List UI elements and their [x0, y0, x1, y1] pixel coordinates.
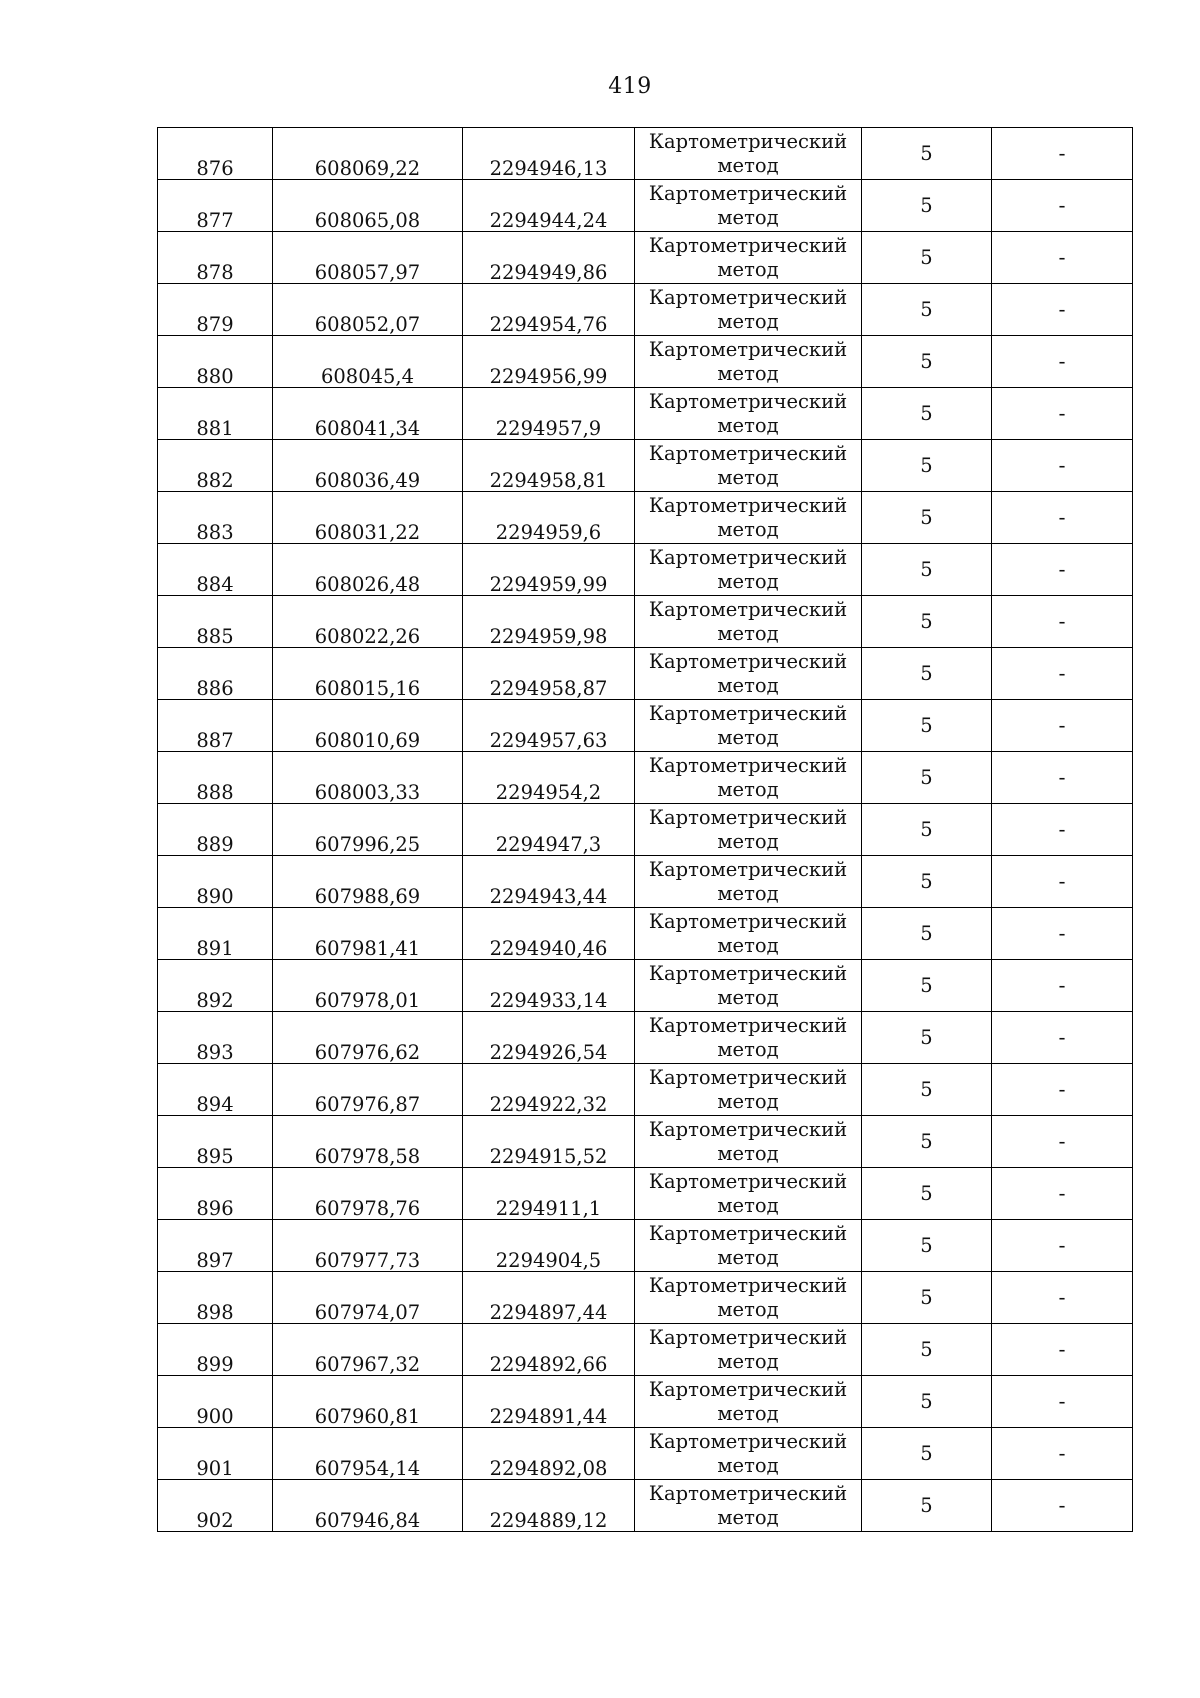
x-coordinate-cell: 607996,25 [273, 804, 463, 856]
point-number-cell: 896 [158, 1168, 273, 1220]
table-row [158, 544, 1133, 596]
y-coordinate-cell: 2294956,99 [463, 336, 635, 388]
x-coordinate-cell: 607977,73 [273, 1220, 463, 1272]
method-line-1: Картометрический [648, 129, 848, 153]
table-row [158, 1168, 1133, 1220]
method-cell [635, 1428, 862, 1480]
method-line-2: метод [717, 673, 779, 697]
y-coordinate-cell: 2294946,13 [463, 128, 635, 180]
y-coordinate-cell: 2294897,44 [463, 1272, 635, 1324]
method-line-1: Картометрический [648, 389, 848, 413]
table-row [158, 1376, 1133, 1428]
table-row [158, 752, 1133, 804]
method-line-1: Картометрический [648, 805, 848, 829]
method-cell [635, 180, 862, 232]
accuracy-cell: 5 [862, 1064, 992, 1116]
method-line-2: метод [717, 621, 779, 645]
note-cell: - [992, 336, 1133, 388]
method-line-1: Картометрический [648, 1429, 848, 1453]
table-row [158, 1012, 1133, 1064]
method-line-1: Картометрический [648, 1377, 848, 1401]
note-cell: - [992, 1376, 1133, 1428]
x-coordinate-cell: 607954,14 [273, 1428, 463, 1480]
y-coordinate-cell: 2294889,12 [463, 1480, 635, 1532]
method-line-1: Картометрический [648, 701, 848, 725]
method-line-2: метод [717, 777, 779, 801]
method-cell [635, 1480, 862, 1532]
method-cell [635, 1168, 862, 1220]
y-coordinate-cell: 2294954,2 [463, 752, 635, 804]
method-cell [635, 960, 862, 1012]
y-coordinate-cell: 2294958,87 [463, 648, 635, 700]
y-coordinate-cell: 2294922,32 [463, 1064, 635, 1116]
method-line-1: Картометрический [648, 285, 848, 309]
y-coordinate-cell: 2294958,81 [463, 440, 635, 492]
method-line-1: Картометрический [648, 961, 848, 985]
accuracy-cell: 5 [862, 1116, 992, 1168]
method-line-1: Картометрический [648, 909, 848, 933]
method-cell [635, 1220, 862, 1272]
method-line-2: метод [717, 1089, 779, 1113]
x-coordinate-cell: 607981,41 [273, 908, 463, 960]
method-line-2: метод [717, 829, 779, 853]
table-row [158, 908, 1133, 960]
method-line-2: метод [717, 257, 779, 281]
y-coordinate-cell: 2294944,24 [463, 180, 635, 232]
x-coordinate-cell: 607978,58 [273, 1116, 463, 1168]
accuracy-cell: 5 [862, 336, 992, 388]
y-coordinate-cell: 2294904,5 [463, 1220, 635, 1272]
x-coordinate-cell: 607967,32 [273, 1324, 463, 1376]
table-row [158, 856, 1133, 908]
method-line-1: Картометрический [648, 441, 848, 465]
method-cell [635, 908, 862, 960]
y-coordinate-cell: 2294947,3 [463, 804, 635, 856]
accuracy-cell: 5 [862, 232, 992, 284]
x-coordinate-cell: 607976,87 [273, 1064, 463, 1116]
method-line-1: Картометрический [648, 857, 848, 881]
point-number-cell: 901 [158, 1428, 273, 1480]
method-line-2: метод [717, 309, 779, 333]
point-number-cell: 886 [158, 648, 273, 700]
method-cell [635, 804, 862, 856]
y-coordinate-cell: 2294957,63 [463, 700, 635, 752]
method-line-1: Картометрический [648, 1481, 848, 1505]
method-cell [635, 1012, 862, 1064]
point-number-cell: 880 [158, 336, 273, 388]
accuracy-cell: 5 [862, 752, 992, 804]
table-row [158, 1428, 1133, 1480]
accuracy-cell: 5 [862, 1480, 992, 1532]
y-coordinate-cell: 2294959,98 [463, 596, 635, 648]
table-row [158, 700, 1133, 752]
accuracy-cell: 5 [862, 440, 992, 492]
method-line-1: Картометрический [648, 1013, 848, 1037]
method-line-2: метод [717, 205, 779, 229]
method-line-1: Картометрический [648, 1117, 848, 1141]
method-line-2: метод [717, 1349, 779, 1373]
method-line-1: Картометрический [648, 753, 848, 777]
note-cell: - [992, 1116, 1133, 1168]
point-number-cell: 879 [158, 284, 273, 336]
x-coordinate-cell: 608069,22 [273, 128, 463, 180]
method-cell [635, 492, 862, 544]
table-row [158, 960, 1133, 1012]
note-cell: - [992, 1324, 1133, 1376]
point-number-cell: 877 [158, 180, 273, 232]
point-number-cell: 888 [158, 752, 273, 804]
x-coordinate-cell: 608065,08 [273, 180, 463, 232]
note-cell: - [992, 388, 1133, 440]
table-row [158, 492, 1133, 544]
accuracy-cell: 5 [862, 1012, 992, 1064]
method-cell [635, 1324, 862, 1376]
method-cell [635, 232, 862, 284]
note-cell: - [992, 284, 1133, 336]
method-line-1: Картометрический [648, 233, 848, 257]
method-cell [635, 1376, 862, 1428]
method-line-2: метод [717, 1141, 779, 1165]
x-coordinate-cell: 607946,84 [273, 1480, 463, 1532]
x-coordinate-cell: 608003,33 [273, 752, 463, 804]
accuracy-cell: 5 [862, 1272, 992, 1324]
point-number-cell: 898 [158, 1272, 273, 1324]
method-line-2: метод [717, 1193, 779, 1217]
table-row [158, 128, 1133, 180]
method-line-1: Картометрический [648, 181, 848, 205]
y-coordinate-cell: 2294954,76 [463, 284, 635, 336]
method-cell [635, 388, 862, 440]
method-line-2: метод [717, 1453, 779, 1477]
note-cell: - [992, 856, 1133, 908]
coordinates-table [157, 127, 1133, 1532]
note-cell: - [992, 1480, 1133, 1532]
method-cell [635, 752, 862, 804]
method-cell [635, 1116, 862, 1168]
y-coordinate-cell: 2294957,9 [463, 388, 635, 440]
method-line-2: метод [717, 1037, 779, 1061]
method-line-1: Картометрический [648, 1325, 848, 1349]
x-coordinate-cell: 608026,48 [273, 544, 463, 596]
point-number-cell: 891 [158, 908, 273, 960]
y-coordinate-cell: 2294949,86 [463, 232, 635, 284]
page-number: 419 [608, 74, 652, 99]
method-line-2: метод [717, 1505, 779, 1529]
note-cell: - [992, 700, 1133, 752]
method-line-2: метод [717, 725, 779, 749]
point-number-cell: 894 [158, 1064, 273, 1116]
method-line-2: метод [717, 361, 779, 385]
accuracy-cell: 5 [862, 1168, 992, 1220]
table-row [158, 440, 1133, 492]
method-cell [635, 544, 862, 596]
y-coordinate-cell: 2294891,44 [463, 1376, 635, 1428]
point-number-cell: 883 [158, 492, 273, 544]
x-coordinate-cell: 607974,07 [273, 1272, 463, 1324]
table-row [158, 804, 1133, 856]
point-number-cell: 884 [158, 544, 273, 596]
method-cell [635, 440, 862, 492]
method-line-2: метод [717, 517, 779, 541]
note-cell: - [992, 960, 1133, 1012]
x-coordinate-cell: 608010,69 [273, 700, 463, 752]
coordinates-table-body [158, 128, 1133, 1532]
method-cell [635, 648, 862, 700]
accuracy-cell: 5 [862, 128, 992, 180]
table-row [158, 336, 1133, 388]
y-coordinate-cell: 2294892,08 [463, 1428, 635, 1480]
point-number-cell: 887 [158, 700, 273, 752]
table-row [158, 1220, 1133, 1272]
method-line-2: метод [717, 1297, 779, 1321]
table-row [158, 1272, 1133, 1324]
method-line-1: Картометрический [648, 545, 848, 569]
x-coordinate-cell: 608045,4 [273, 336, 463, 388]
method-cell [635, 128, 862, 180]
accuracy-cell: 5 [862, 1428, 992, 1480]
method-line-2: метод [717, 933, 779, 957]
method-cell [635, 1272, 862, 1324]
note-cell: - [992, 1220, 1133, 1272]
y-coordinate-cell: 2294911,1 [463, 1168, 635, 1220]
y-coordinate-cell: 2294959,99 [463, 544, 635, 596]
point-number-cell: 885 [158, 596, 273, 648]
point-number-cell: 878 [158, 232, 273, 284]
method-cell [635, 284, 862, 336]
point-number-cell: 890 [158, 856, 273, 908]
accuracy-cell: 5 [862, 284, 992, 336]
point-number-cell: 876 [158, 128, 273, 180]
note-cell: - [992, 1428, 1133, 1480]
note-cell: - [992, 492, 1133, 544]
accuracy-cell: 5 [862, 908, 992, 960]
method-line-2: метод [717, 413, 779, 437]
note-cell: - [992, 908, 1133, 960]
method-cell [635, 1064, 862, 1116]
method-line-1: Картометрический [648, 493, 848, 517]
point-number-cell: 900 [158, 1376, 273, 1428]
y-coordinate-cell: 2294933,14 [463, 960, 635, 1012]
method-line-1: Картометрический [648, 649, 848, 673]
note-cell: - [992, 1064, 1133, 1116]
accuracy-cell: 5 [862, 856, 992, 908]
point-number-cell: 881 [158, 388, 273, 440]
y-coordinate-cell: 2294943,44 [463, 856, 635, 908]
accuracy-cell: 5 [862, 596, 992, 648]
table-row [158, 1480, 1133, 1532]
method-line-2: метод [717, 569, 779, 593]
note-cell: - [992, 1168, 1133, 1220]
method-line-1: Картометрический [648, 1065, 848, 1089]
table-row [158, 388, 1133, 440]
method-line-2: метод [717, 985, 779, 1009]
accuracy-cell: 5 [862, 700, 992, 752]
accuracy-cell: 5 [862, 1324, 992, 1376]
x-coordinate-cell: 607988,69 [273, 856, 463, 908]
note-cell: - [992, 648, 1133, 700]
note-cell: - [992, 232, 1133, 284]
method-cell [635, 700, 862, 752]
x-coordinate-cell: 608052,07 [273, 284, 463, 336]
y-coordinate-cell: 2294892,66 [463, 1324, 635, 1376]
accuracy-cell: 5 [862, 180, 992, 232]
method-line-2: метод [717, 153, 779, 177]
point-number-cell: 889 [158, 804, 273, 856]
x-coordinate-cell: 607960,81 [273, 1376, 463, 1428]
method-line-1: Картометрический [648, 337, 848, 361]
method-cell [635, 596, 862, 648]
method-line-1: Картометрический [648, 597, 848, 621]
accuracy-cell: 5 [862, 1220, 992, 1272]
note-cell: - [992, 544, 1133, 596]
point-number-cell: 892 [158, 960, 273, 1012]
table-row [158, 232, 1133, 284]
accuracy-cell: 5 [862, 544, 992, 596]
note-cell: - [992, 440, 1133, 492]
y-coordinate-cell: 2294915,52 [463, 1116, 635, 1168]
point-number-cell: 902 [158, 1480, 273, 1532]
method-line-2: метод [717, 881, 779, 905]
method-line-2: метод [717, 465, 779, 489]
point-number-cell: 895 [158, 1116, 273, 1168]
point-number-cell: 897 [158, 1220, 273, 1272]
accuracy-cell: 5 [862, 960, 992, 1012]
table-row [158, 1064, 1133, 1116]
y-coordinate-cell: 2294926,54 [463, 1012, 635, 1064]
table-row [158, 1116, 1133, 1168]
x-coordinate-cell: 608057,97 [273, 232, 463, 284]
point-number-cell: 882 [158, 440, 273, 492]
accuracy-cell: 5 [862, 804, 992, 856]
accuracy-cell: 5 [862, 648, 992, 700]
method-cell [635, 856, 862, 908]
point-number-cell: 899 [158, 1324, 273, 1376]
note-cell: - [992, 1012, 1133, 1064]
method-line-1: Картометрический [648, 1169, 848, 1193]
method-line-2: метод [717, 1401, 779, 1425]
note-cell: - [992, 804, 1133, 856]
method-line-1: Картометрический [648, 1273, 848, 1297]
accuracy-cell: 5 [862, 492, 992, 544]
method-line-1: Картометрический [648, 1221, 848, 1245]
table-row [158, 596, 1133, 648]
table-row [158, 648, 1133, 700]
note-cell: - [992, 752, 1133, 804]
method-line-2: метод [717, 1245, 779, 1269]
table-row [158, 180, 1133, 232]
accuracy-cell: 5 [862, 388, 992, 440]
accuracy-cell: 5 [862, 1376, 992, 1428]
note-cell: - [992, 180, 1133, 232]
point-number-cell: 893 [158, 1012, 273, 1064]
note-cell: - [992, 128, 1133, 180]
x-coordinate-cell: 607976,62 [273, 1012, 463, 1064]
x-coordinate-cell: 608031,22 [273, 492, 463, 544]
x-coordinate-cell: 608015,16 [273, 648, 463, 700]
x-coordinate-cell: 607978,01 [273, 960, 463, 1012]
y-coordinate-cell: 2294940,46 [463, 908, 635, 960]
table-row [158, 284, 1133, 336]
x-coordinate-cell: 608036,49 [273, 440, 463, 492]
note-cell: - [992, 1272, 1133, 1324]
x-coordinate-cell: 608041,34 [273, 388, 463, 440]
y-coordinate-cell: 2294959,6 [463, 492, 635, 544]
x-coordinate-cell: 607978,76 [273, 1168, 463, 1220]
x-coordinate-cell: 608022,26 [273, 596, 463, 648]
note-cell: - [992, 596, 1133, 648]
table-row [158, 1324, 1133, 1376]
method-cell [635, 336, 862, 388]
